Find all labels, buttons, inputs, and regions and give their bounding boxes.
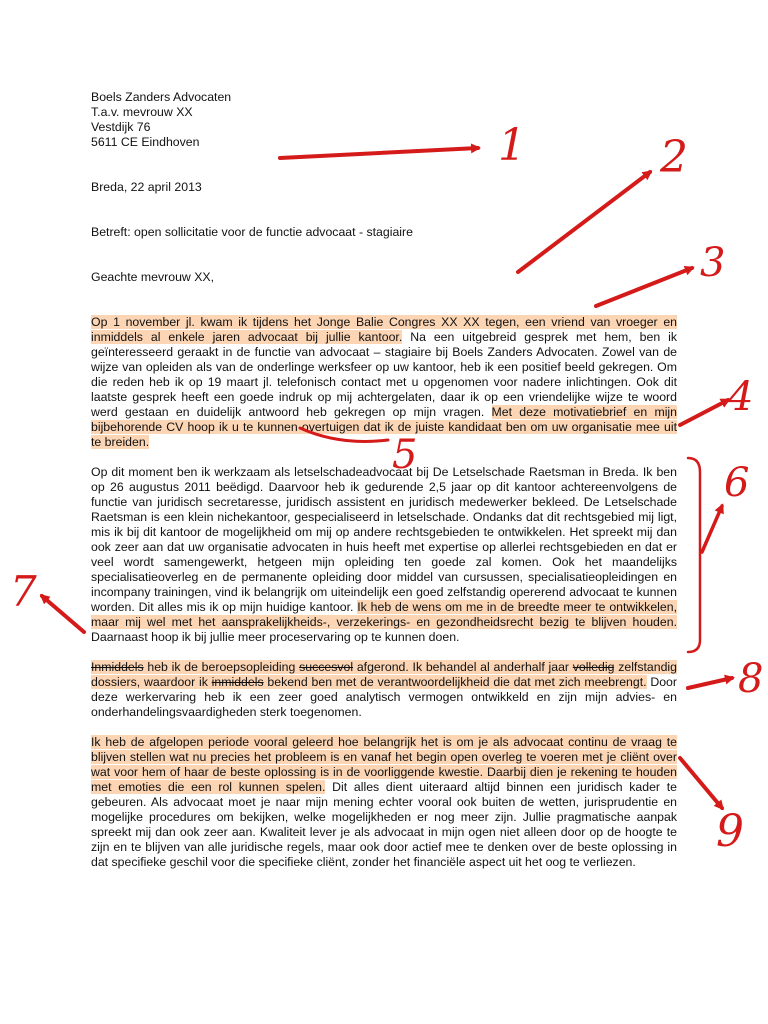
highlighted-text: Ik heb de wens om me in de breedte meer te ontwikkelen, maar mij wel met het aansprakelijkheids-, verzekerings- en gezondheidsrecht bezig te blijven houden. xyxy=(91,600,677,629)
annotation-arrow-8 xyxy=(688,678,732,688)
highlighted-text: Ik heb de afgelopen periode vooral geleerd hoe belangrijk het is om je als advocaat continu de vraag te blijven stellen wat nu precies het probleem is en vanaf het begin open overleg te voeren met je cliënt over wat voor hem of haar de beste oplossing is in de voorliggende kwestie. Daarbij dien je rekening te houden met emoties die een rol kunnen spelen. xyxy=(91,735,677,794)
recipient-address xyxy=(91,90,677,150)
struck-text: succesvol xyxy=(299,660,354,674)
highlighted-text: Met deze motivatiebrief en mijn bijbehorende CV hoop ik u te kunnen overtuigen dat ik de juiste kandidaat ben om uw organisatie mee uit te breiden. xyxy=(91,405,677,449)
highlighted-text: Op 1 november jl. kwam ik tijdens het Jonge Balie Congres XX XX tegen, een vriend van vroeger en inmiddels al enkele jaren advocaat bij jullie kantoor. xyxy=(91,315,677,344)
letter-subject: Betreft: open sollicitatie voor de functie advocaat - stagiaire xyxy=(91,225,413,239)
highlighted-text: zelfstandig dossiers, waardoor ik xyxy=(91,660,677,689)
address-line: 5611 CE Eindhoven xyxy=(91,135,200,149)
annotation-bracket-6 xyxy=(688,458,700,652)
struck-text: Inmiddels xyxy=(91,660,144,674)
struck-text: inmiddels xyxy=(211,675,264,689)
annotation-number-9: 9 xyxy=(716,806,744,857)
annotation-arrow-7 xyxy=(42,596,84,632)
body-text: Dit alles dient uiteraard altijd binnen een juridisch kader te gebeuren. Als advocaat moet je naar mijn mening echter vooral ook buiten de wetten, jurisprudentie en mogelijke procedures om bekijken, welke mogelijkheden er nog meer zijn. Jullie pragmatische aanpak spreekt mij dan ook zeer aan. Kwaliteit lever je als advocaat in mijn ogen niet alleen door op de hoogte te zijn en te blijven van alle juridische regels, maar ook door actief mee te denken over de beste oplossing in dat specifieke geschil voor die specifieke cliënt, zonder het financiële aspect uit het oog te verliezen. xyxy=(91,780,677,869)
annotation-arrow-6 xyxy=(702,506,722,552)
paragraph-current-job xyxy=(91,465,677,645)
annotation-number-2: 2 xyxy=(660,132,688,183)
address-line: Vestdijk 76 xyxy=(91,120,151,134)
body-text: Daarnaast hoop ik bij jullie meer proceservaring op te kunnen doen. xyxy=(91,630,460,644)
address-line: T.a.v. mevrouw XX xyxy=(91,105,193,119)
highlighted-text: bekend ben met de verantwoordelijkheid die dat met zich meebrengt. xyxy=(263,675,647,689)
body-text: Door deze werkervaring heb ik een zeer goed analytisch vermogen ontwikkeld en zijn mijn advies- en onderhandelingsvaardigheden sterk toegenomen. xyxy=(91,675,677,719)
address-line: Boels Zanders Advocaten xyxy=(91,90,232,104)
annotation-number-1: 1 xyxy=(498,120,526,171)
annotation-number-7: 7 xyxy=(10,567,37,616)
annotation-number-5: 5 xyxy=(392,432,418,478)
annotation-arrow-4 xyxy=(680,400,728,425)
paragraph-introduction xyxy=(91,315,677,450)
annotation-number-3: 3 xyxy=(700,240,726,286)
salutation: Geachte mevrouw XX, xyxy=(91,270,215,284)
letter xyxy=(91,90,677,870)
annotation-number-8: 8 xyxy=(738,656,764,702)
paragraph-lessons xyxy=(91,735,677,870)
highlighted-text: heb ik de beroepsopleiding xyxy=(143,660,300,674)
highlighted-text: afgerond. Ik behandel al anderhalf jaar xyxy=(353,660,573,674)
body-text: Op dit moment ben ik werkzaam als letselschadeadvocaat bij De Letselschade Raetsman in Breda. Ik ben op 26 augustus 2011 beëdigd. Daarvoor heb ik gedurende 2,5 jaar op dit kantoor achtereenvolgens de functie van juridisch secretaresse, juridisch assistent en juridisch medewerker bekleed. De Letselschade Raetsman is een klein nichekantoor, gespecialiseerd in letselschade. Ondanks dat dit rechtsgebied mij ligt, mis ik bij dit kantoor de mogelijkheid om mij op andere rechtsgebieden te ontwikkelen. Het spreekt mij dan ook zeer aan dat uw organisatie advocaten in huis heeft met expertise op allerlei rechtsgebieden en dat er veel wordt samengewerkt, hetgeen mijn opleiding ten goede zal komen. Ook het maandelijks specialisatieoverleg en de permanente opleiding door middel van cursussen, specialisatieopleidingen en incompany trainingen, vind ik belangrijk om uiteindelijk een goed zelfstandig opererend advocaat te kunnen worden. Dit alles mis ik op mijn huidige kantoor. xyxy=(91,465,677,614)
letter-date: Breda, 22 april 2013 xyxy=(91,180,202,194)
annotation-number-6: 6 xyxy=(724,460,750,506)
annotation-arrow-9 xyxy=(680,758,722,808)
paragraph-experience xyxy=(91,660,677,720)
body-text: Na een uitgebreid gesprek met hem, ben ik geïnteresseerd geraakt in de functie van advocaat – stagiaire bij Boels Zanders Advocaten. Zowel van de wijze van opleiden als van de onderlinge werksfeer op uw kantoor, heb ik een positief beeld gekregen. Om die reden heb ik op 19 maart jl. telefonisch contact met u opgenomen voor nadere inlichtingen. Ook dit laatste gesprek heeft een goede indruk op mij achtergelaten, daar ik op een vriendelijke wijze te woord werd gestaan en duidelijk antwoord heb gekregen op mijn vragen. xyxy=(91,330,677,419)
annotation-number-4: 4 xyxy=(728,374,754,420)
struck-text: volledig xyxy=(572,660,615,674)
